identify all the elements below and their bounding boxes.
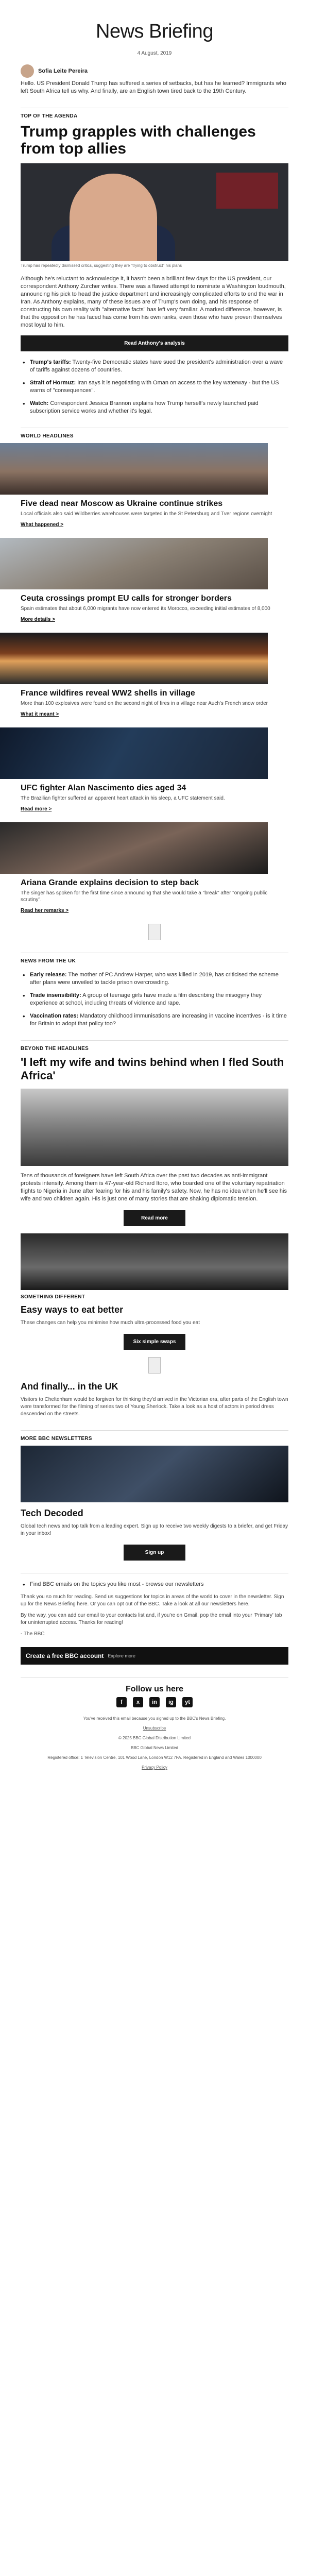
world-story <box>21 633 288 718</box>
bullet-text[interactable]: Mandatory childhood immunisations are increasing in vaccine incentives - is it time for Britain to adopt that policy too? <box>30 1013 287 1027</box>
author-name: Sofia Leite Pereira <box>38 68 88 74</box>
bullet-item <box>21 1012 288 1028</box>
newsletter-image[interactable] <box>21 1446 288 1502</box>
sign-up-button[interactable]: Sign up <box>124 1545 185 1561</box>
story-link[interactable]: Read her remarks > <box>21 908 69 913</box>
story-headline[interactable]: Ceuta crossings prompt EU calls for stronger borders <box>21 594 232 603</box>
bullet-lead: Trade insensibility: <box>30 992 81 998</box>
story-headline[interactable]: France wildfires reveal WW2 shells in village <box>21 689 195 698</box>
world-story <box>21 822 288 914</box>
story-link[interactable]: What happened > <box>21 522 64 528</box>
image-placeholder-icon <box>148 924 161 940</box>
masthead <box>0 0 309 40</box>
read-analysis-button[interactable]: Read Anthony's analysis <box>21 335 288 351</box>
thanks-text: Thank you so much for reading. Send us suggestions for topics in areas of the world to cover in the newsletter. Sign up for the News Briefing here. Or you can opt out of the BBC. Take a look at all our newsletters here. <box>21 1594 284 1607</box>
section-label-world: WORLD HEADLINES <box>21 433 74 439</box>
different-headline[interactable]: Easy ways to eat better <box>21 1304 124 1315</box>
section-label-newsletters: MORE BBC NEWSLETTERS <box>21 1436 92 1442</box>
facebook-icon[interactable]: f <box>116 1697 127 1707</box>
story-headline[interactable]: UFC fighter Alan Nascimento dies aged 34 <box>21 784 186 792</box>
story-headline[interactable]: Five dead near Moscow as Ukraine continue strikes <box>21 499 223 508</box>
finally-headline[interactable]: And finally... in the UK <box>21 1381 118 1392</box>
account-banner[interactable] <box>21 1647 288 1665</box>
world-story <box>21 538 288 623</box>
bullet-item <box>21 971 288 987</box>
divider <box>21 1040 288 1041</box>
story-headline[interactable]: Ariana Grande explains decision to step back <box>21 878 199 887</box>
section-label-different: SOMETHING DIFFERENT <box>21 1294 85 1300</box>
bullet-lead: Trump's tariffs: <box>30 359 71 365</box>
story-summary: The singer has spoken for the first time since announcing that she would take a "break" after "ongoing public scrutiny". <box>21 890 268 903</box>
story-summary: Local officials also said Wildberries warehouses were targeted in the St Petersburg and Tver regions overnight <box>21 511 272 517</box>
x-icon[interactable]: x <box>133 1697 143 1707</box>
story-link[interactable]: More details > <box>21 617 55 622</box>
story-image[interactable] <box>0 822 268 874</box>
beyond-read-more-button[interactable]: Read more <box>124 1210 185 1226</box>
footer-bullets <box>21 1581 288 1588</box>
top-bullets <box>21 359 288 415</box>
bullet-text[interactable]: Correspondent Jessica Brannon explains how Trump herself's newly launched paid subscription service works and whether it's legal. <box>30 400 259 414</box>
story-image[interactable] <box>0 443 268 495</box>
bullet-item <box>21 992 288 1007</box>
world-story <box>21 727 288 813</box>
flag-backdrop <box>216 173 278 209</box>
newsletter-text: Global tech news and top talk from a leading expert. Sign up to receive two weekly digests to a briefer, and get Friday in your inbox! <box>21 1523 288 1536</box>
byline <box>21 64 309 78</box>
bullet-lead: Watch: <box>30 400 49 406</box>
bullet-text[interactable]: Twenty-five Democratic states have sued the president's administration over a wave of tariffs against dozens of countries. <box>30 359 283 373</box>
world-story <box>21 443 288 529</box>
lead-paragraph: Although he's reluctant to acknowledge it, it hasn't been a brilliant few days for the US president, our correspondent Anthony Zurcher writes. There was a flawed attempt to nominate a Washington loudmouth, announcing his pick to head the justice department and increasingly complicated efforts to end the war in Iran. As Anthony explains, many of these issues are of Trump's own doing, and his response of constructing his own reality with "alternative facts" has left very familiar. A marked difference, however, is that the opposition he has faced has come from his own ranks, even those who have proven themselves most loyal to him. <box>21 276 286 328</box>
story-link[interactable]: What it meant > <box>21 711 59 717</box>
story-image[interactable] <box>0 538 268 589</box>
bullet-text[interactable]: Iran says it is negotiating with Oman on access to the key waterway - but the US warns of "consequences". <box>30 380 279 394</box>
story-image[interactable] <box>0 633 268 684</box>
lead-image-caption: Trump has repeatedly dismissed critics, suggesting they are "trying to obstruct" his plans <box>21 263 182 268</box>
follow-heading: Follow us here <box>125 1685 183 1693</box>
author-avatar <box>21 64 34 78</box>
banner-sub: Explore more <box>108 1653 135 1658</box>
story-image[interactable] <box>0 727 268 779</box>
instagram-icon[interactable]: ig <box>166 1697 176 1707</box>
section-label-beyond: BEYOND THE HEADLINES <box>21 1046 89 1052</box>
beyond-paragraph: Tens of thousands of foreigners have left South Africa over the past two decades as anti-immigrant protests intensify. Among them is 47-year-old Richard Itoro, who boarded one of the voluntary repatriation flights to Nigeria in June after fearing for his and his family's safety. Now, he has no idea when he'll see his wife and two children again. His is just one of many stories that are shaking diplomatic tension. <box>21 1173 287 1202</box>
divider <box>21 1430 288 1431</box>
banner-title: Create a free BBC account <box>26 1652 104 1659</box>
finally-text: Visitors to Cheltenham would be forgiven for thinking they'd arrived in the Victorian era, after parts of the English town were transformed for the filming of series two of Young Sherlock. Take a look as a host of actors in period dress descended on the streets. <box>21 1397 288 1417</box>
intro-text: Hello. US President Donald Trump has suffered a series of setbacks, but has he learned? Immigrants who left South Africa tell us why. And finally, are an English town tired back to the 19th Century. <box>21 80 286 94</box>
contacts-note: By the way, you can add our email to your contacts list and, if you're on Gmail, pop the email into your 'Primary' tab for uninterrupted access. Thanks for reading! <box>21 1613 282 1625</box>
figure-head <box>70 174 157 261</box>
bullet-item <box>21 379 288 395</box>
image-placeholder-icon <box>148 1357 161 1374</box>
story-summary: More than 100 explosives were found on the second night of fires in a village near Auch's French snow order <box>21 701 268 706</box>
company-name: BBC Global News Limited <box>130 1745 179 1750</box>
registered-office: Registered office: 1 Television Centre, 101 Wood Lane, London W12 7FA. Registered in England and Wales 1000000 <box>47 1755 262 1760</box>
copyright: © 2025 BBC Global Distribution Limited <box>118 1736 191 1740</box>
different-text: These changes can help you minimise how much ultra-processed food you eat <box>21 1320 200 1326</box>
beyond-image[interactable] <box>21 1089 288 1166</box>
bullet-lead: Strait of Hormuz: <box>30 380 76 386</box>
newsletter-title[interactable]: Tech Decoded <box>21 1508 83 1518</box>
unsubscribe-link[interactable]: Unsubscribe <box>143 1726 166 1731</box>
linkedin-icon[interactable]: in <box>149 1697 160 1707</box>
social-links <box>0 1697 309 1707</box>
bullet-text[interactable]: Find BBC emails on the topics you like most - browse our newsletters <box>30 1581 204 1587</box>
sign-off: - The BBC <box>21 1631 45 1637</box>
bullet-text[interactable]: The mother of PC Andrew Harper, who was killed in 2019, has criticised the scheme after plans were unveiled to tackle prison overcrowding. <box>30 972 279 986</box>
bullet-lead: Vaccination rates: <box>30 1013 79 1019</box>
story-link[interactable]: Read more > <box>21 806 52 812</box>
uk-bullets <box>21 971 288 1028</box>
beyond-headline[interactable]: 'I left my wife and twins behind when I fled South Africa' <box>21 1056 284 1082</box>
brand-title: News Briefing <box>96 21 213 42</box>
bullet-item[interactable] <box>21 1581 288 1588</box>
different-image[interactable] <box>21 1233 288 1290</box>
lead-image[interactable] <box>21 163 288 261</box>
bullet-item <box>21 400 288 415</box>
date-line: 4 August, 2019 <box>137 50 172 56</box>
legal-signup: You've received this email because you signed up to the BBC's News Briefing. <box>83 1716 226 1721</box>
section-label-uk: NEWS FROM THE UK <box>21 958 76 964</box>
bullet-item <box>21 359 288 374</box>
youtube-icon[interactable]: yt <box>182 1697 193 1707</box>
story-summary: Spain estimates that about 6,000 migrants have now entered its Morocco, exceeding initial estimates of 8,000 <box>21 606 270 612</box>
privacy-link[interactable]: Privacy Policy <box>142 1765 167 1770</box>
bullet-lead: Early release: <box>30 972 67 978</box>
section-label-top: TOP OF THE AGENDA <box>21 113 78 119</box>
simple-swaps-button[interactable]: Six simple swaps <box>124 1334 185 1350</box>
story-summary: The Brazilian fighter suffered an apparent heart attack in his sleep, a UFC statement said. <box>21 795 225 801</box>
lead-headline[interactable]: Trump grapples with challenges from top allies <box>21 123 256 157</box>
bullet-text[interactable]: A group of teenage girls have made a film describing the misogyny they experience at school, including threats of violence and rape. <box>30 992 262 1006</box>
